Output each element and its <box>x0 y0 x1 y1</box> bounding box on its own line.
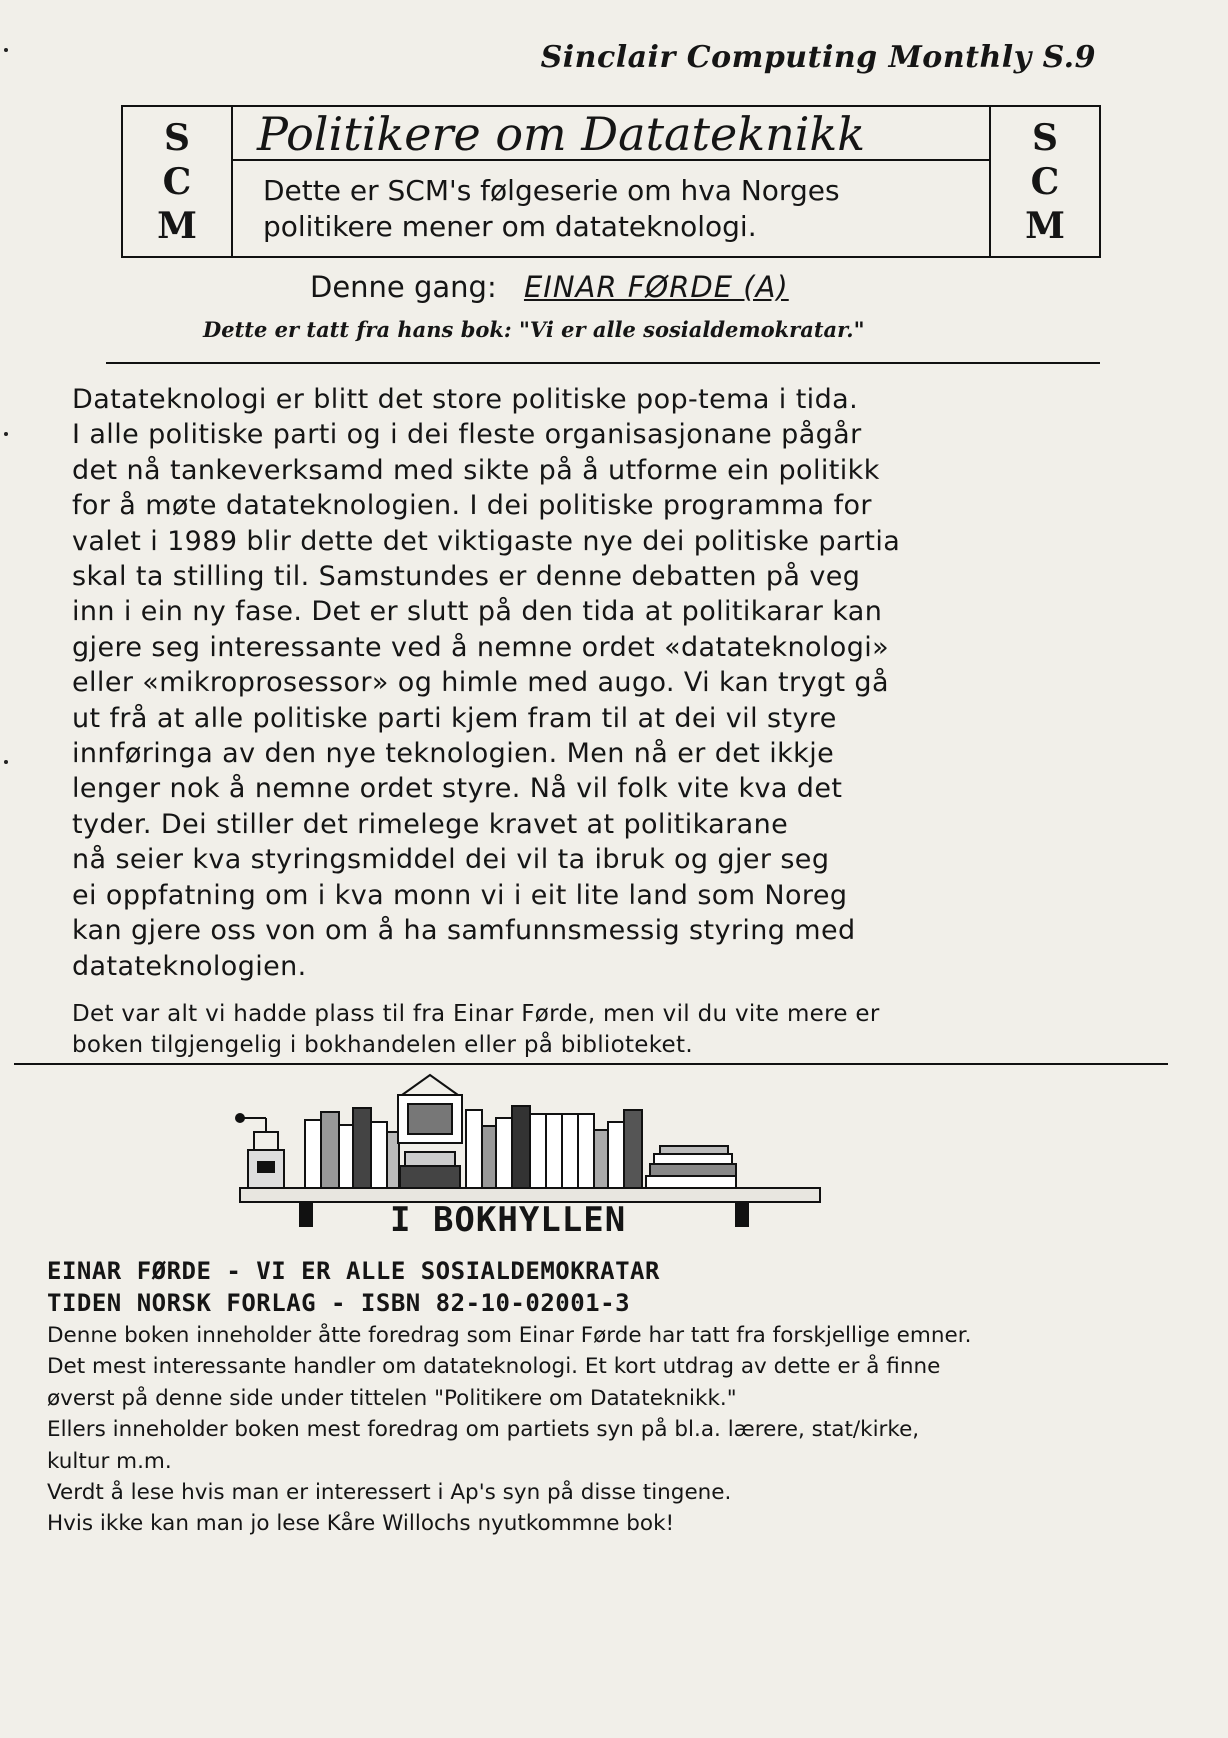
this-time-line <box>310 270 789 304</box>
margin-mark <box>4 432 8 436</box>
publisher-line: TIDEN NORSK FORLAG - ISBN 82-10-02001-3 <box>47 1289 631 1317</box>
margin-mark <box>4 48 8 52</box>
scm-logo-right: S C M <box>989 107 1099 256</box>
review-header <box>47 1255 660 1319</box>
bookshelf-label: I BOKHYLLEN <box>390 1200 627 1240</box>
this-time-label: Denne gang: <box>310 270 497 304</box>
book-line: EINAR FØRDE - VI ER ALLE SOSIALDEMOKRATAR <box>47 1257 660 1285</box>
divider <box>14 1063 1168 1065</box>
article-body: Datateknologi er blitt det store politiske pop-tema i tida. I alle politiske parti og i dei fleste organisasjonane pågår det nå tankeverksamd med sikte på å utforme ein politikk for å møte datateknologien. I dei politiske programma for valet i 1989 blir dette det viktigaste nye dei politiske partia skal ta stilling til. Samstundes er denne debatten på veg inn i ein ny fase. Det er slutt på den tida at politikarar kan gjere seg interessante ved å nemne ordet «datateknologi» eller «mikroprosessor» og himle med augo. Vi kan trygt gå ut frå at alle politiske parti kjem fram til at dei vil styre innføringa av den nye teknologien. Men nå er det ikkje lenger nok å nemne ordet styre. Nå vil folk vite kva det tyder. Dei stiller det rimelege kravet at politikarane nå seier kva styringsmiddel dei vil ta ibruk og gjer seg ei oppfatning om i kva monn vi i eit lite land som Noreg kan gjere oss von om å ha samfunnsmessig styring med datateknologien. <box>72 384 901 982</box>
divider <box>106 362 1100 364</box>
review-body: Denne boken inneholder åtte foredrag som Einar Førde har tatt fra forskjellige emner. Det mest interessante handler om datateknologi. Et kort utdrag av dette er å finne øverst på denne side under tittelen "Politikere om Datateknikk." Ellers inneholder boken mest foredrag om partiets syn på bl.a. lærere, stat/kirke, kultur m.m. Verdt å lese hvis man er interessert i Ap's syn på disse tingene. Hvis ikke kan man jo lese Kåre Willochs nyutkommne bok! <box>47 1323 972 1537</box>
scm-logo-left: S C M <box>123 107 233 256</box>
politician-name: EINAR FØRDE (A) <box>523 270 789 304</box>
series-title: Politikere om Datateknikk <box>233 107 989 161</box>
title-box <box>121 105 1101 258</box>
source-quote: Dette er tatt fra hans bok: "Vi er alle sosialdemokratar." <box>203 317 865 342</box>
series-subtitle: Dette er SCM's følgeserie om hva Norges politikere mener om datateknologi. <box>263 174 840 243</box>
closing-note: Det var alt vi hadde plass til fra Einar Førde, men vil du vite mere er boken tilgjengelig i bokhandelen eller på biblioteket. <box>72 1001 880 1058</box>
page-header: Sinclair Computing Monthly S.9 <box>540 40 1096 75</box>
margin-mark <box>4 760 8 764</box>
